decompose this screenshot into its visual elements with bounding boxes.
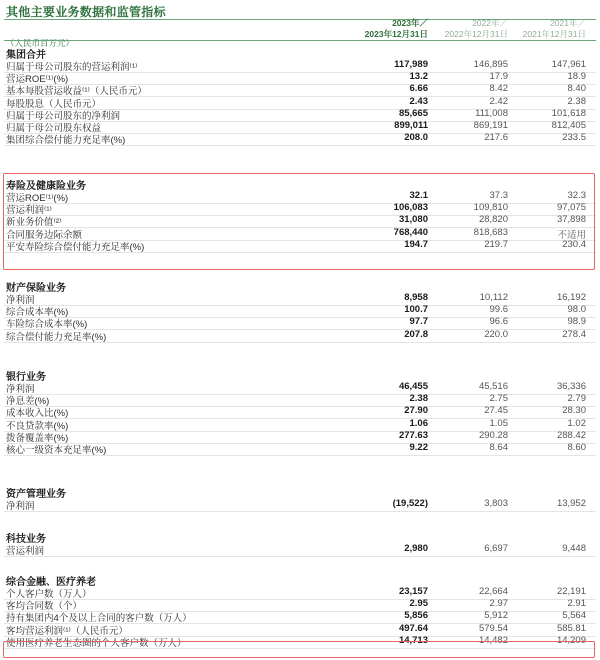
row-label: 基本每股营运收益⁽¹⁾（人民币元） — [6, 86, 147, 98]
value-cell-2023: 2.43 — [409, 95, 428, 107]
value-cell-2021: 2.38 — [567, 95, 586, 107]
value-cell-2021: 36,336 — [556, 381, 586, 392]
value-cell-2022: 818,683 — [473, 226, 508, 238]
table-row — [0, 292, 600, 304]
row-label: 综合偿付能力充足率(%) — [6, 331, 107, 343]
value-cell-2021: 585.81 — [556, 622, 586, 634]
value-cell-2021: 147,961 — [551, 59, 586, 70]
value-cell-2021: 9,448 — [562, 543, 586, 554]
value-cell-2023: 23,157 — [398, 586, 428, 597]
value-cell-2022: 45,516 — [478, 381, 508, 392]
value-cell-2021: 5,564 — [562, 610, 586, 622]
row-label: 营运利润 — [6, 546, 45, 557]
row-label: 净利润 — [6, 384, 35, 395]
row-label: 净息差(%) — [6, 396, 50, 408]
value-cell-2021: 98.0 — [567, 304, 586, 316]
row-divider — [4, 145, 596, 146]
row-label: 平安寿险综合偿付能力充足率(%) — [6, 241, 145, 253]
value-cell-2023: 27.90 — [404, 405, 428, 417]
row-label: 个人客户数（万人） — [6, 589, 92, 600]
row-label: 客均合同数（个） — [6, 601, 83, 613]
value-cell-2021: 16,192 — [556, 292, 586, 303]
value-cell-2022: 869,191 — [473, 120, 508, 131]
value-cell-2021: 8.60 — [567, 442, 586, 453]
year-header-2023 — [365, 18, 428, 40]
table-row — [0, 418, 600, 430]
page-title: 其他主要业务数据和监管指标 — [6, 5, 166, 19]
table-row — [0, 108, 600, 120]
table-row — [0, 498, 600, 510]
value-cell-2021: 97,075 — [556, 202, 586, 214]
value-cell-2022: 8.64 — [489, 442, 508, 453]
value-cell-2022: 8.42 — [489, 83, 508, 95]
value-cell-2021: 2.91 — [567, 598, 586, 610]
value-cell-2022: 10,112 — [479, 292, 508, 303]
row-label: 持有集团内4个及以上合同的客户数（万人） — [6, 613, 192, 625]
value-cell-2022: 2.75 — [489, 393, 508, 405]
value-cell-2023: 277.63 — [398, 429, 428, 441]
section-title: 财产保险业务 — [6, 283, 66, 294]
row-label: 营运ROE⁽¹⁾(%) — [6, 74, 69, 86]
table-row — [0, 598, 600, 613]
table-row — [0, 59, 600, 71]
value-cell-2021: 278.4 — [562, 328, 586, 340]
unit-label: （人民币百万元） — [6, 38, 75, 48]
value-cell-2023: 1.06 — [409, 417, 428, 429]
row-label: 新业务价值⁽²⁾ — [6, 217, 62, 229]
row-label: 不良贷款率(%) — [6, 420, 69, 432]
row-label: 净利润 — [6, 501, 35, 512]
value-cell-2021: 101,618 — [551, 107, 586, 119]
row-label: 核心一级资本充足率(%) — [6, 445, 107, 456]
table-row — [0, 381, 600, 393]
value-cell-2023: 2.95 — [409, 598, 428, 610]
section-title: 集团合并 — [6, 50, 46, 61]
table-row — [0, 120, 600, 132]
value-cell-2021: 37,898 — [556, 214, 586, 226]
value-cell-2023: 14,713 — [398, 634, 428, 646]
row-divider — [4, 556, 596, 557]
table-row — [0, 132, 600, 147]
value-cell-2021: 14,209 — [556, 634, 586, 646]
row-label: 归属于母公司股东的净利润 — [6, 110, 121, 122]
value-cell-2022: 17.9 — [489, 71, 508, 83]
value-cell-2022: 220.0 — [484, 328, 508, 340]
table-row — [0, 393, 600, 408]
value-cell-2021: 不适用 — [557, 229, 586, 241]
table-row — [0, 83, 600, 98]
value-cell-2023: 6.66 — [409, 83, 428, 95]
table-row — [0, 71, 600, 86]
table-row — [0, 227, 600, 239]
section-title: 银行业务 — [6, 372, 46, 383]
value-cell-2021: 1.02 — [567, 417, 586, 429]
value-cell-2021: 32.3 — [567, 190, 586, 201]
table-row — [0, 96, 600, 108]
row-label: 营运利润⁽¹⁾ — [6, 205, 52, 217]
value-cell-2021: 13,952 — [556, 498, 586, 509]
year-date: 2022年12月31日 — [444, 29, 508, 39]
value-cell-2023: 85,665 — [398, 107, 428, 119]
value-cell-2023: 8,958 — [404, 292, 428, 303]
row-label: 合同服务边际余额 — [6, 229, 83, 241]
value-cell-2022: 28,820 — [478, 214, 508, 226]
value-cell-2022: 99.6 — [489, 304, 508, 316]
section-title: 资产管理业务 — [6, 489, 66, 500]
row-divider — [4, 511, 596, 512]
table-row — [0, 405, 600, 420]
value-cell-2022: 27.45 — [484, 405, 508, 417]
row-label: 净利润 — [6, 295, 35, 306]
table-row — [0, 543, 600, 555]
value-cell-2023: 768,440 — [393, 226, 428, 238]
value-cell-2022: 111,008 — [475, 107, 508, 119]
value-cell-2021: 233.5 — [562, 132, 586, 144]
table-row — [0, 442, 600, 454]
value-cell-2023: 208.0 — [404, 132, 428, 144]
row-label: 车险综合成本率(%) — [6, 319, 88, 331]
year-label: 2021年／ — [550, 18, 586, 28]
value-cell-2023: 497.64 — [398, 622, 428, 634]
value-cell-2023: 5,856 — [404, 610, 428, 622]
value-cell-2022: 2.97 — [489, 598, 508, 610]
table-row — [0, 623, 600, 635]
value-cell-2023: (19,522) — [392, 498, 428, 509]
row-label: 集团综合偿付能力充足率(%) — [6, 135, 126, 147]
section-title: 科技业务 — [6, 534, 46, 545]
value-cell-2022: 6,697 — [484, 543, 508, 554]
table-row — [0, 202, 600, 217]
value-cell-2022: 109,810 — [473, 202, 508, 214]
value-cell-2022: 3,803 — [484, 498, 508, 509]
row-label: 成本收入比(%) — [6, 408, 69, 420]
value-cell-2023: 13.2 — [409, 71, 428, 83]
value-cell-2021: 8.40 — [567, 83, 586, 95]
value-cell-2023: 31,080 — [398, 214, 428, 226]
row-label: 综合成本率(%) — [6, 307, 69, 319]
value-cell-2023: 117,989 — [394, 59, 428, 70]
header-divider — [4, 40, 596, 41]
value-cell-2021: 18.9 — [567, 71, 586, 83]
value-cell-2022: 2.42 — [489, 95, 508, 107]
value-cell-2023: 100.7 — [404, 304, 428, 316]
value-cell-2021: 2.79 — [567, 393, 586, 405]
value-cell-2023: 2,980 — [404, 543, 428, 554]
table-row — [0, 329, 600, 341]
value-cell-2021: 812,405 — [551, 120, 586, 131]
year-date: 2023年12月31日 — [364, 29, 428, 39]
row-divider — [4, 648, 596, 649]
value-cell-2021: 28.30 — [562, 405, 586, 417]
value-cell-2023: 207.8 — [404, 328, 428, 340]
row-label: 客均营运利润⁽¹⁾（人民币元） — [6, 625, 128, 637]
value-cell-2022: 146,895 — [473, 59, 508, 70]
value-cell-2022: 579.54 — [478, 622, 508, 634]
value-cell-2022: 217.6 — [484, 132, 508, 144]
section-title: 寿险及健康险业务 — [6, 181, 86, 192]
row-label: 归属于母公司股东的营运利润⁽¹⁾ — [6, 62, 138, 73]
value-cell-2022: 37.3 — [489, 190, 508, 201]
value-cell-2023: 899,011 — [394, 120, 428, 131]
row-label: 拨备覆盖率(%) — [6, 432, 69, 444]
value-cell-2023: 32.1 — [409, 190, 428, 201]
row-divider — [4, 252, 596, 253]
value-cell-2022: 290.28 — [478, 429, 508, 441]
year-label: 2023年／ — [392, 18, 428, 28]
value-cell-2023: 46,455 — [398, 381, 428, 392]
table-row — [0, 316, 600, 331]
table-row — [0, 304, 600, 319]
value-cell-2022: 14,482 — [478, 634, 508, 646]
row-label: 归属于母公司股东权益 — [6, 123, 102, 134]
value-cell-2022: 22,664 — [478, 586, 508, 597]
table-row — [0, 239, 600, 251]
section-title: 综合金融、医疗养老 — [6, 577, 96, 588]
value-cell-2023: 2.38 — [409, 393, 428, 405]
value-cell-2022: 1.05 — [489, 417, 508, 429]
value-cell-2023: 106,083 — [393, 202, 428, 214]
year-header-2022 — [445, 18, 508, 40]
value-cell-2023: 9.22 — [409, 442, 428, 453]
table-row — [0, 586, 600, 598]
value-cell-2021: 98.9 — [567, 316, 586, 328]
value-cell-2022: 219.7 — [484, 238, 508, 250]
value-cell-2022: 96.6 — [489, 316, 508, 328]
table-row — [0, 214, 600, 229]
value-cell-2021: 288.42 — [556, 429, 586, 441]
row-label: 营运ROE⁽¹⁾(%) — [6, 193, 69, 204]
value-cell-2021: 22,191 — [556, 586, 586, 597]
value-cell-2021: 230.4 — [562, 238, 586, 250]
table-row — [0, 635, 600, 647]
row-label: 每股股息（人民币元） — [6, 98, 102, 110]
row-label: 使用医疗养老生态圈的个人客户数（万人） — [6, 637, 187, 649]
row-divider — [4, 342, 596, 343]
table-row — [0, 610, 600, 625]
year-label: 2022年／ — [472, 18, 508, 28]
value-cell-2023: 194.7 — [404, 238, 428, 250]
row-divider — [4, 455, 596, 456]
year-date: 2021年12月31日 — [522, 29, 586, 39]
year-header-2021 — [523, 18, 586, 40]
table-row — [0, 430, 600, 442]
value-cell-2023: 97.7 — [409, 316, 428, 328]
table-row — [0, 190, 600, 202]
value-cell-2022: 5,912 — [484, 610, 508, 622]
